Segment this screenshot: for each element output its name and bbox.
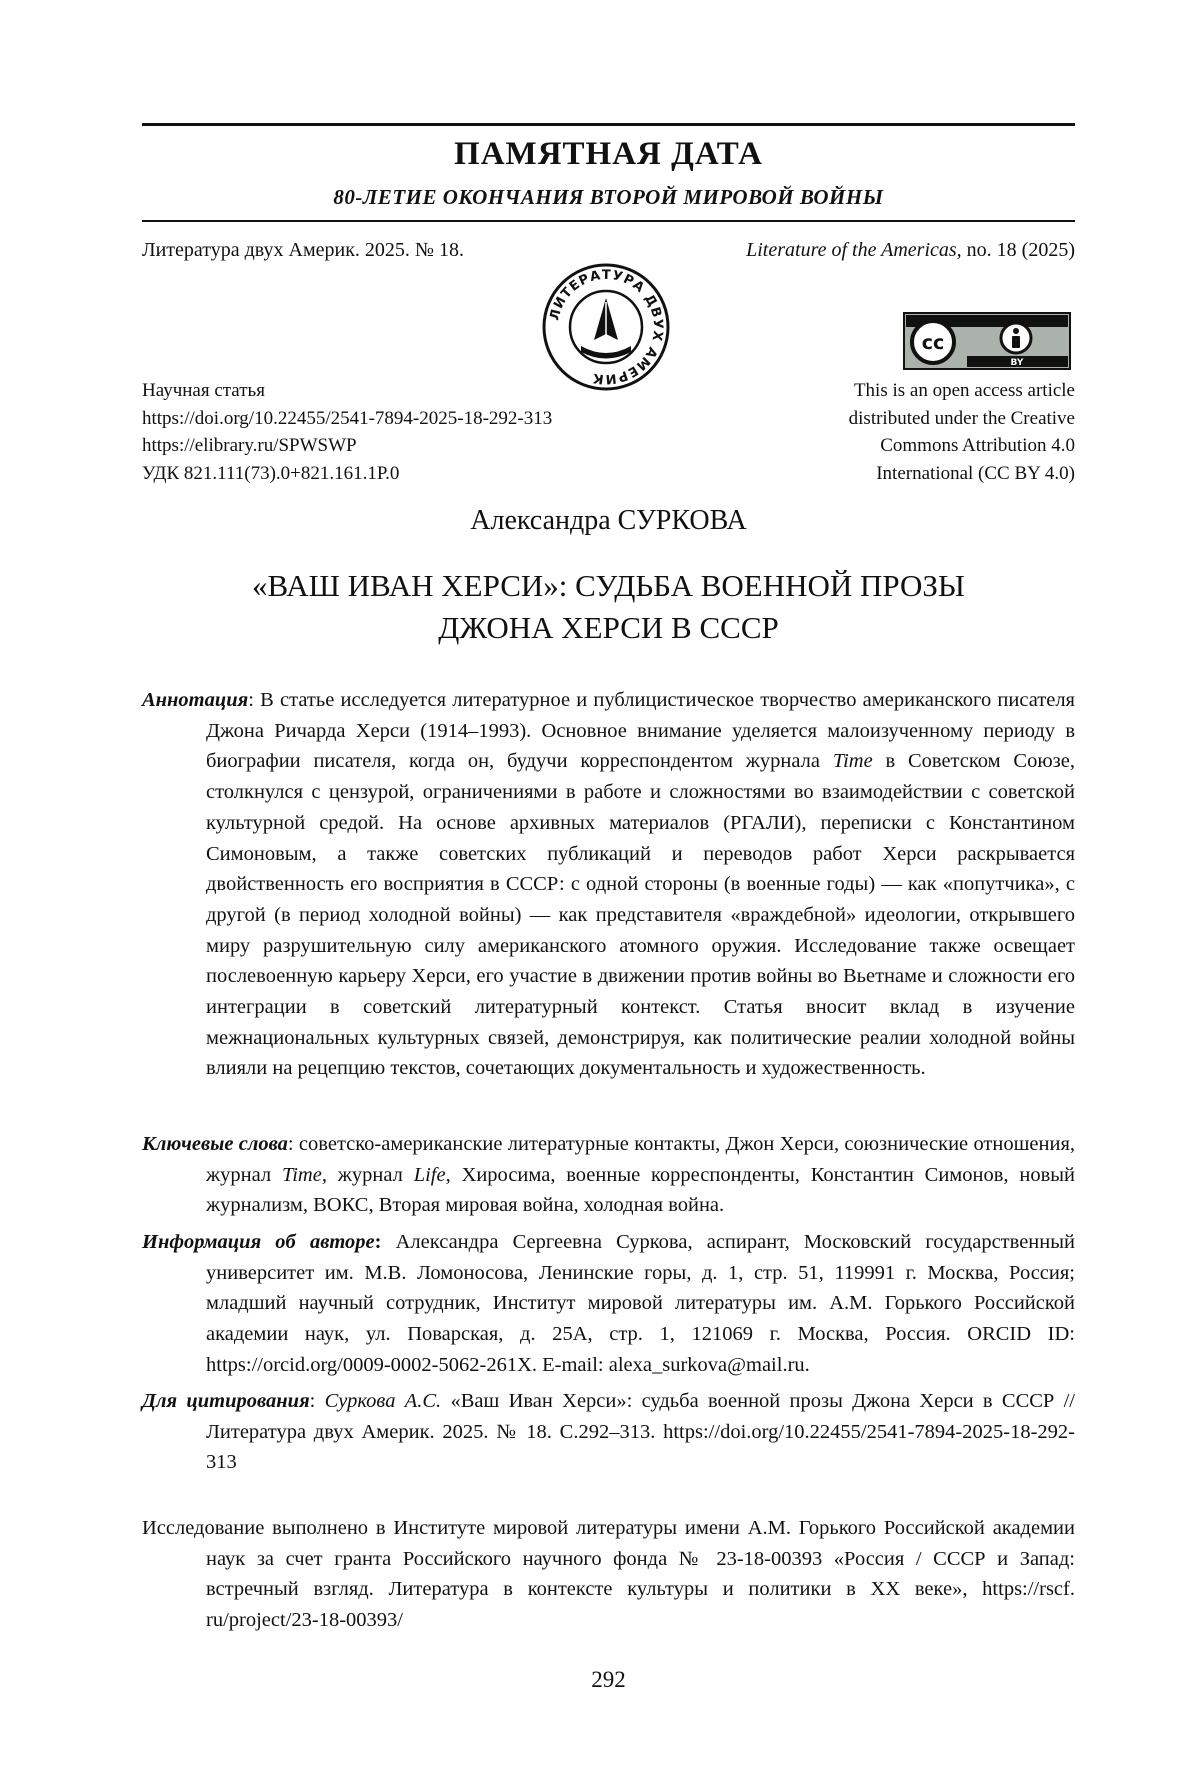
doi-link[interactable]: https://doi.org/10.22455/2541-7894-2025-18-292-313 — [142, 407, 553, 429]
page-number: 292 — [591, 1667, 626, 1692]
section-subtitle: 80-ЛЕТИЕ ОКОНЧАНИЯ ВТОРОЙ МИРОВОЙ ВОЙНЫ — [333, 185, 884, 209]
cc-label: cc — [921, 332, 945, 354]
funding-note: Исследование выполнено в Институте мировой литературы имени А.М. Горького Российской академии наук за счет гранта Российского научного фонда № 23-18-00393 «Россия / СССР и Запад: встречный взгляд. Литература в контексте культуры и политики в XX веке», https://rscf. ru/project/23-18-00393/ — [142, 1517, 1075, 1632]
author-info-text: Александра Сергеевна Суркова, аспирант, Московский государственный университет им. М.В. Ломоносова, Ленинские горы, д. 1, стр. 51, 119991 г. Москва, Россия; младший научный сотрудник, Институт мировой литературы им. А.М. Горького Российской академии наук, ул. Поварская, д. 25А, стр. 1, 121069 г. Москва, Россия. ORCID ID: https://orcid.org/0009-0002-5062-261X. E-mail: alexa_surkova@mail.ru. — [206, 1231, 1075, 1376]
by-label: BY — [1010, 358, 1024, 368]
keywords — [142, 1129, 1075, 1221]
top-rule — [142, 123, 1075, 126]
author-info-label: Информация об авторе — [142, 1231, 375, 1253]
section-title: ПАМЯТНАЯ ДАТА — [454, 136, 763, 172]
keywords-life: Life — [413, 1163, 446, 1186]
keywords-text-3: , Хиросима, военные корреспонденты, Константин Симонов, новый журнализм, ВОКС, Вторая мировая война, холодная война. — [206, 1163, 1075, 1217]
article-identifiers — [142, 377, 702, 487]
keywords-label: Ключевые слова — [142, 1133, 288, 1155]
journal-en-title: Literature of the Americas, — [746, 239, 962, 261]
license-line-1: This is an open access article — [853, 380, 1075, 401]
article-author: Александра СУРКОВА — [470, 505, 747, 536]
abstract-time: Time — [832, 750, 873, 773]
license-line-3: Commons Attribution 4.0 — [880, 435, 1075, 456]
udk-code: УДК 821.111(73).0+821.161.1Р.0 — [142, 462, 400, 484]
abstract-label: Аннотация — [142, 689, 249, 711]
keywords-text-1: : советско-американские литературные контакты, Джон Херси, союзнические отношения, журнал — [206, 1133, 1075, 1186]
journal-en — [746, 237, 1075, 265]
title-line-2: ДЖОНА ХЕРСИ В СССР — [438, 610, 779, 645]
license-text — [745, 377, 1075, 487]
citation — [142, 1386, 1075, 1478]
seal-text: ЛИТЕРАТУРА ДВУХ АМЕРИК — [547, 267, 666, 387]
header-rule — [142, 220, 1075, 222]
article-type: Научная статья — [142, 380, 265, 401]
citation-author: Суркова А.С. — [324, 1390, 442, 1412]
journal-en-issue: no. 18 (2025) — [961, 239, 1075, 261]
journal-ru: Литература двух Америк. 2025. № 18. — [142, 239, 465, 261]
abstract — [142, 685, 1075, 1084]
abstract-text-1: : В статье исследуется литературное и публицистическое творчество американского писателя Джона Ричарда Херси (1914–1993). Основное внимание уделяется малоизученному периоду в биографии писателя, когда он, будучи корреспондентом журнала — [206, 689, 1075, 773]
journal-seal-icon — [541, 262, 671, 392]
article-title — [142, 565, 1075, 649]
citation-text: «Ваш Иван Херси»: судьба военной прозы Джона Херси в СССР // Литература двух Америк. 2025. № 18. С.292–313. https://doi.org/10.22455/2541-7894-2025-18-292-313 — [206, 1390, 1075, 1474]
author-info-colon: : — [374, 1231, 382, 1253]
license-line-2: distributed under the Creative — [848, 407, 1075, 429]
license-line-4: International (CC BY 4.0) — [876, 462, 1075, 484]
abstract-text-2: в Советском Союзе, столкнулся с цензурой, ограничениями в работе и сложностями во взаимодействии с советской культурной средой. На основе архивных материалов (РГАЛИ), переписки с Константином Симоновым, а также советских публикаций и переводов работ Херси раскрывается двойственность его восприятия в СССР: с одной стороны (в военные годы) — как «попутчика», с другой (в период холодной войны) — как представителя «враждебной» идеологии, открывшего миру разрушительную силу американского атомного оружия. Исследование также освещает послевоенную карьеру Херси, его участие в движении против войны во Вьетнаме и сложности его интеграции в советский литературный контекст. Статья вносит вклад в изучение межнациональных культурных связей, демонстрируя, как политические реалии холодной войны влияли на рецепцию текстов, сочетающих документальность и художественность. — [206, 750, 1075, 1080]
elibrary-link[interactable]: https://elibrary.ru/SPWSWP — [142, 435, 357, 456]
author-info — [142, 1227, 1075, 1381]
citation-label: Для цитирования — [142, 1390, 310, 1412]
cc-by-icon — [903, 312, 1071, 370]
keywords-text-2: , журнал — [321, 1163, 414, 1186]
keywords-time: Time — [281, 1163, 322, 1186]
citation-colon: : — [309, 1390, 325, 1412]
title-line-1: «ВАШ ИВАН ХЕРСИ»: СУДЬБА ВОЕННОЙ ПРОЗЫ — [252, 568, 965, 603]
